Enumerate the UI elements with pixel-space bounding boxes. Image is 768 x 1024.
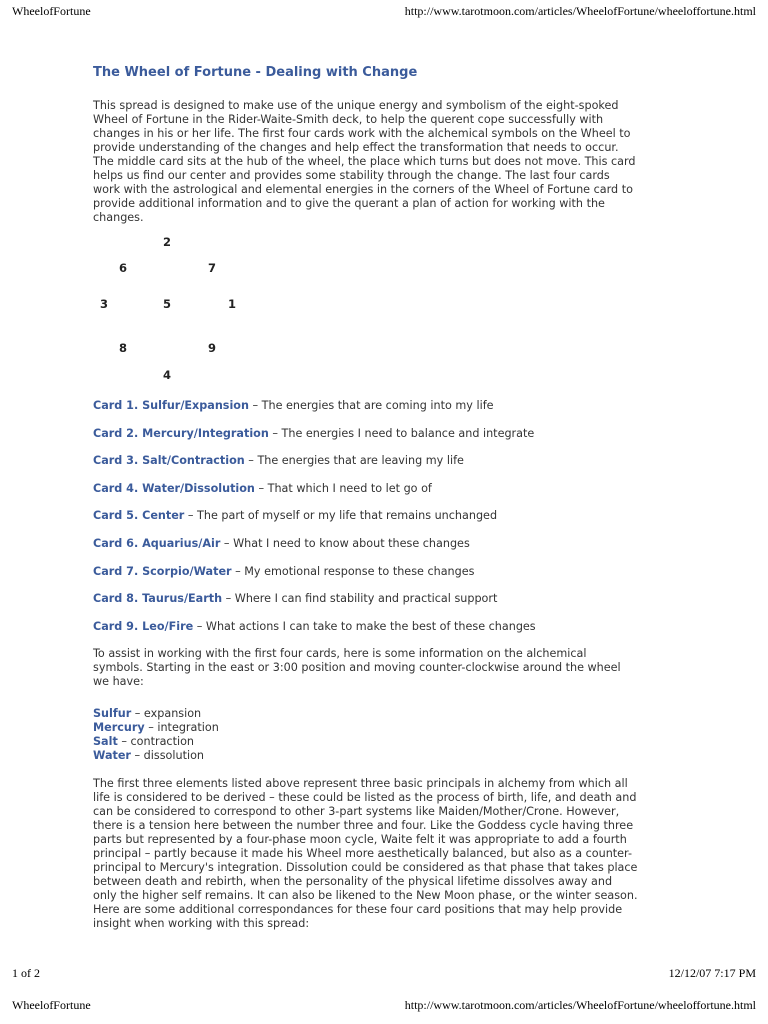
symbol-name: Sulfur: [93, 707, 132, 721]
card-item: [93, 565, 638, 593]
card-desc: – My emotional response to these changes: [231, 564, 475, 578]
card-list: [93, 399, 638, 647]
card-label: Card 2. Mercury/Integration: [93, 426, 269, 440]
symbol-desc: – expansion: [131, 707, 202, 721]
card-desc: – The energies that are leaving my life: [244, 454, 464, 468]
position-7: 7: [208, 261, 217, 275]
symbol-name: Mercury: [93, 721, 145, 735]
intro-paragraph: This spread is designed to make use of the unique energy and symbolism of the eight-spoked Wheel of Fortune in the Rider-Waite-Smith deck, to help the querent cope successfully with changes in his or her life. The first four cards work with the alchemical symbols on the Wheel to provide understanding of the changes and help effect the transformation that needs to occur. The middle card sits at the hub of the wheel, the place which turns but does not move. This card helps us find our center and provides some stability through the change. The last four cards work with the astrological and elemental energies in the corners of the Wheel of Fortune card to provide additional information and to give the querant a plan of action for working with the changes.: [93, 99, 636, 224]
symbol-item: [93, 721, 638, 735]
article: [93, 64, 638, 931]
card-item: [93, 482, 638, 510]
header-url[interactable]: http://www.tarotmoon.com/articles/WheelofFortune/wheeloffortune.html: [404, 4, 756, 18]
card-label: Card 4. Water/Dissolution: [93, 481, 255, 495]
position-1: 1: [228, 297, 237, 311]
page-number: 1 of 2: [12, 966, 40, 980]
print-header: [12, 4, 756, 22]
symbol-list: [93, 707, 638, 763]
position-5: 5: [163, 297, 172, 311]
assist-paragraph: To assist in working with the first four cards, here is some information on the alchemical symbols. Starting in the east or 3:00 position and moving counter-clockwise around the wheel we have:: [93, 647, 621, 689]
card-desc: – The energies I need to balance and integrate: [268, 426, 535, 440]
card-desc: – Where I can find stability and practical support: [222, 592, 498, 606]
card-desc: – The energies that are coming into my life: [248, 399, 494, 412]
final-paragraph: The first three elements listed above represent three basic principals in alchemy from which all life is considered to be derived – these could be listed as the process of birth, life, and death and can be considered to correspond to other 3-part systems like Maiden/Mother/Crone. However, there is a tension here between the number three and four. Like the Goddess cycle having three parts but represented by a four-phase moon cycle, Waite felt it was appropriate to add a fourth principal – partly because it made his Wheel more aesthetically balanced, but also as a counter-principal to Mercury's integration. Dissolution could be considered as that phase that takes place between death and rebirth, when the personality of the physical lifetime dissolves away and only the higher self remains. It can also be likened to the New Moon phase, or the winter season. Here are some additional correspondances for these four card positions that may help provide insight when working with this spread:: [93, 777, 638, 931]
position-3: 3: [100, 297, 109, 311]
position-8: 8: [119, 341, 128, 355]
card-desc: – What I need to know about these changes: [220, 536, 470, 550]
next-header-title: WheelofFortune: [12, 998, 91, 1012]
card-item: [93, 592, 638, 620]
card-item: [93, 620, 638, 648]
article-title: The Wheel of Fortune - Dealing with Change: [93, 65, 418, 80]
print-datetime: 12/12/07 7:17 PM: [668, 966, 756, 980]
next-header-url[interactable]: http://www.tarotmoon.com/articles/WheelofFortune/wheeloffortune.html: [404, 998, 756, 1012]
card-label: Card 1. Sulfur/Expansion: [93, 399, 249, 412]
card-desc: – That which I need to let go of: [254, 481, 432, 495]
position-9: 9: [208, 341, 217, 355]
next-page-header: [12, 998, 756, 1016]
card-desc: – The part of myself or my life that remains unchanged: [184, 509, 498, 523]
card-item: [93, 509, 638, 537]
card-label: Card 7. Scorpio/Water: [93, 564, 232, 578]
position-2: 2: [163, 235, 172, 249]
card-desc: – What actions I can take to make the best of these changes: [193, 619, 536, 633]
card-label: Card 6. Aquarius/Air: [93, 536, 221, 550]
symbol-item: [93, 735, 638, 749]
symbol-name: Water: [93, 749, 131, 763]
card-label: Card 9. Leo/Fire: [93, 619, 194, 633]
card-item: [93, 454, 638, 482]
card-item: [93, 537, 638, 565]
symbol-desc: – dissolution: [130, 749, 204, 763]
print-footer: [12, 966, 756, 984]
position-6: 6: [119, 261, 128, 275]
position-4: 4: [163, 368, 172, 382]
symbol-item: [93, 707, 638, 721]
symbol-item: [93, 749, 638, 763]
card-label: Card 3. Salt/Contraction: [93, 454, 245, 468]
spread-layout: [93, 235, 638, 385]
symbol-name: Salt: [93, 735, 118, 749]
card-label: Card 8. Taurus/Earth: [93, 592, 223, 606]
card-label: Card 5. Center: [93, 509, 185, 523]
symbol-desc: – contraction: [117, 735, 195, 749]
card-item: [93, 399, 638, 427]
card-item: [93, 427, 638, 455]
symbol-desc: – integration: [144, 721, 219, 735]
header-title: WheelofFortune: [12, 4, 91, 18]
